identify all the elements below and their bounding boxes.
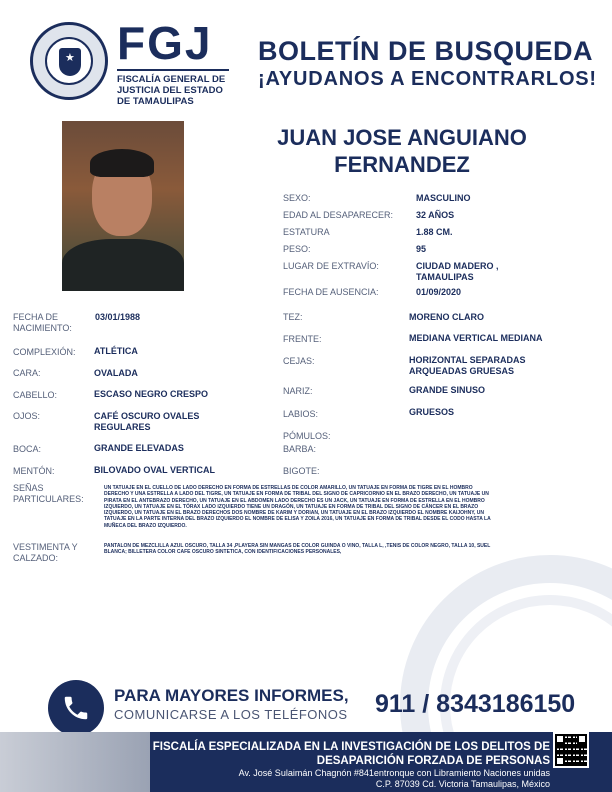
- estatura-value: 1.88 CM.: [416, 227, 453, 237]
- qr-code-icon: [553, 732, 589, 768]
- frente-value: MEDIANA VERTICAL MEDIANA: [409, 333, 543, 343]
- phone-icon: [48, 680, 104, 736]
- cejas-value-line2: ARQUEADAS GRUESAS: [409, 366, 515, 376]
- lugar-label: LUGAR DE EXTRAVÍO:: [283, 261, 379, 271]
- bigote-label: BIGOTE:: [283, 466, 320, 476]
- person-name: JUAN JOSE ANGUIANO FERNANDEZ: [277, 125, 527, 177]
- lugar-value-line2: TAMAULIPAS: [416, 272, 474, 282]
- nariz-value: GRANDE SINUSO: [409, 385, 486, 395]
- boca-label: BOCA:: [13, 444, 42, 454]
- page-subtitle: ¡AYUDANOS A ENCONTRARLOS!: [258, 68, 597, 90]
- senas-label: SEÑAS PARTICULARES:: [13, 483, 84, 504]
- menton-label: MENTÓN:: [13, 466, 55, 476]
- boca-value: GRANDE ELEVADAS: [94, 443, 184, 453]
- nacimiento-value: 03/01/1988: [95, 312, 141, 322]
- peso-label: PESO:: [283, 244, 311, 254]
- logo-divider: [117, 69, 229, 71]
- menton-value: BILOVADO OVAL VERTICAL: [94, 465, 216, 475]
- sexo-value: MASCULINO: [416, 193, 471, 203]
- ojos-value-line2: REGULARES: [94, 422, 151, 432]
- hotline-number: 911 / 8343186150: [375, 690, 576, 718]
- footer-accent: [0, 732, 150, 792]
- labios-value: GRUESOS: [409, 407, 455, 417]
- senas-text: UN TATUAJE EN EL CUELLO DE LADO DERECHO EN FORMA DE ESTRELLAS DE COLOR AMARILLO, UN TATUAJE EN FORMA DE TIGRE EN EL HOMBRO DERECHO Y UNA ESTRELLA A LADO DEL TIGRE, UN TATUAJE EN FORMA DE TRIBAL DEL SIGNO DE CAPRICORNIO EN EL BRAZO DERECHO, UN TATUAJE UN PIRATA EN EL ANTEBRAZO DERECHO, UN TATUAJE EN EL ABDOMEN LADO DERECHO ES UN JACK, UN TATUAJE EN FORMA DE ESTRELLA EN EL HOMBRO IZQUIERDO, UN TATUAJE EN EL TÓRAX LADO IZQUIERDO TIENE UN DRAGÓN, UN TATUAJE EN FORMA DE TRIBAL DEL SIGNO DE CÁNCER EN EL BRAZO IZQUIERDO, UN TATUAJE EN EL BRAZO DERECHOS DOS NOMBRE DE KARIM Y DORIAN, UN TATUAJE EN EL BRAZO IZQUIERDO EL NOMBRE KAIJOHNY, UN TATUAJE EN LA PARTE INTERNA DEL BRAZO IZQUIERDO EL NOMBRE DE ELISA Y ZOILA 2016, UN TATUAJE EN FORMA DE TRIBAL DESDE EL CODO HASTA LA MUÑECA DEL BRAZO IZQUIERDO.: [104, 485, 491, 529]
- tez-label: TEZ:: [283, 312, 303, 322]
- barba-label: BARBA:: [283, 444, 317, 454]
- tez-value: MORENO CLARO: [409, 312, 484, 322]
- cara-label: CARA:: [13, 368, 41, 378]
- footer-agency: FISCALÍA ESPECIALIZADA EN LA INVESTIGACIÓN DE LOS DELITOS DE DESAPARICIÓN FORZADA DE PERSONAS: [152, 741, 550, 767]
- cabello-label: CABELLO:: [13, 390, 58, 400]
- estatura-label: ESTATURA: [283, 227, 330, 237]
- edad-label: EDAD AL DESAPARECER:: [283, 210, 394, 220]
- fecha-ausencia-value: 01/09/2020: [416, 287, 462, 297]
- footer-address: Av. José Sulaimán Chagnón #841entronque con Libramiento Naciones unidas C.P. 87039 Cd. Victoria Tamaulipas, México: [238, 768, 550, 789]
- vestimenta-label: VESTIMENTA Y CALZADO:: [13, 542, 78, 563]
- cejas-value-line1: HORIZONTAL SEPARADAS: [409, 355, 526, 365]
- cabello-value: ESCASO NEGRO CRESPO: [94, 389, 209, 399]
- ojos-value-line1: CAFÉ OSCURO OVALES: [94, 411, 200, 421]
- state-seal-icon: ★: [30, 22, 108, 100]
- ojos-label: OJOS:: [13, 411, 41, 421]
- fecha-ausencia-label: FECHA DE AUSENCIA:: [283, 287, 379, 297]
- nariz-label: NARIZ:: [283, 386, 313, 396]
- page-title: BOLETÍN DE BUSQUEDA: [258, 36, 594, 66]
- complexion-label: COMPLEXIÓN:: [13, 347, 76, 357]
- sexo-label: SEXO:: [283, 193, 311, 203]
- peso-value: 95: [416, 244, 427, 254]
- cara-value: OVALADA: [94, 368, 138, 378]
- missing-person-photo: [62, 121, 184, 291]
- contact-heading: PARA MAYORES INFORMES,: [114, 686, 349, 705]
- logo-text: FGJ: [117, 17, 213, 69]
- edad-value: 32 AÑOS: [416, 210, 455, 220]
- labios-label: LABIOS:: [283, 409, 319, 419]
- nacimiento-label: FECHA DE NACIMIENTO:: [13, 312, 72, 333]
- org-name: FISCALÍA GENERAL DE JUSTICIA DEL ESTADO DE TAMAULIPAS: [117, 74, 226, 107]
- complexion-value: ATLÉTICA: [94, 346, 138, 356]
- cejas-label: CEJAS:: [283, 356, 315, 366]
- vestimenta-text: PANTALON DE MEZCLILLA AZUL OSCURO, TALLA 34 ,PLAYERA SIN MANGAS DE COLOR GUINDA O VINO, TALLA L, ,TENIS DE COLOR NEGRO, TALLA 10, SUEL BLANCA; BILLETERA COLOR CAFE OSCURO SINTETICA, CON IDENTIFICACIONES PERSONALES,: [104, 543, 491, 556]
- frente-label: FRENTE:: [283, 334, 322, 344]
- lugar-value-line1: CIUDAD MADERO ,: [416, 261, 499, 271]
- contact-subheading: COMUNICARSE A LOS TELÉFONOS: [114, 707, 348, 722]
- pomulos-label: PÓMULOS:: [283, 431, 331, 441]
